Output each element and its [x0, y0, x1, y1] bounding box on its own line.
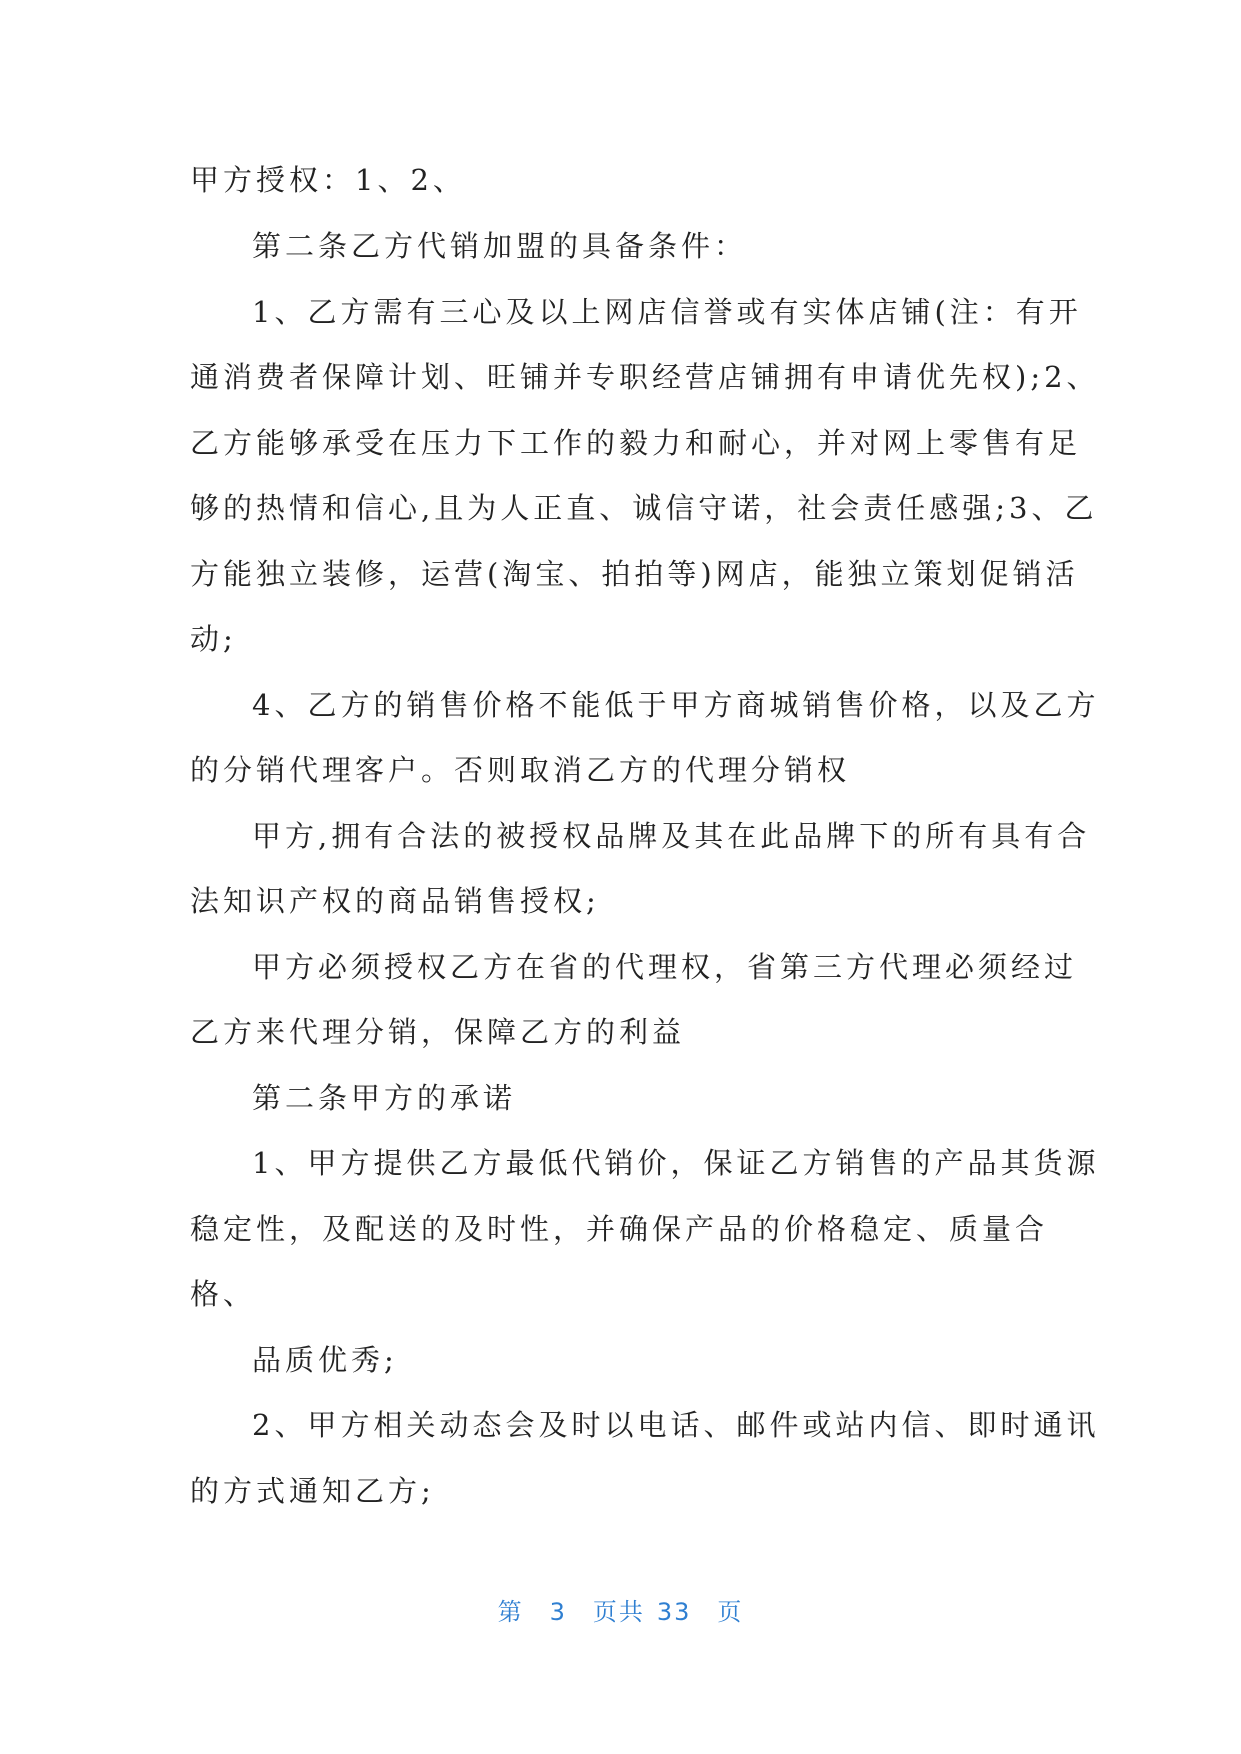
text-line: 甲方授权：1、2、 — [190, 163, 466, 197]
text-line: 法知识产权的商品销售授权; — [190, 884, 600, 918]
text-line: 1、甲方提供乙方最低代销价，保证乙方销售的产品其货源 — [252, 1146, 1100, 1180]
text-line: 的分销代理客户。否则取消乙方的代理分销权 — [190, 753, 851, 787]
footer-total-pages: 33 — [656, 1598, 692, 1626]
footer-suffix: 页 — [717, 1598, 744, 1626]
text-line: 够的热情和信心,且为人正直、诚信守诺，社会责任感强;3、乙 — [190, 491, 1098, 525]
footer-prefix: 第 — [497, 1598, 524, 1626]
text-line: 甲方,拥有合法的被授权品牌及其在此品牌下的所有具有合 — [252, 819, 1091, 853]
text-line: 的方式通知乙方; — [190, 1474, 435, 1508]
section-heading: 第二条乙方代销加盟的具备条件： — [252, 229, 748, 263]
text-line: 通消费者保障计划、旺铺并专职经营店铺拥有申请优先权);2、 — [190, 360, 1100, 394]
text-line: 1、乙方需有三心及以上网店信誉或有实体店铺(注：有开 — [252, 295, 1082, 329]
footer-current-page: 3 — [549, 1598, 567, 1626]
text-line: 2、甲方相关动态会及时以电话、邮件或站内信、即时通讯 — [252, 1408, 1100, 1442]
footer-middle: 页共 — [592, 1598, 645, 1626]
text-line: 乙方能够承受在压力下工作的毅力和耐心，并对网上零售有足 — [190, 426, 1082, 460]
text-line: 格、 — [190, 1277, 257, 1311]
text-line: 稳定性，及配送的及时性，并确保产品的价格稳定、质量合 — [190, 1212, 1049, 1246]
page-footer — [0, 1596, 1241, 1628]
text-line: 方能独立装修，运营(淘宝、拍拍等)网店，能独立策划促销活 — [190, 557, 1079, 591]
text-line: 甲方必须授权乙方在省的代理权，省第三方代理必须经过 — [252, 950, 1078, 984]
text-line: 品质优秀; — [252, 1343, 398, 1377]
text-line: 乙方来代理分销，保障乙方的利益 — [190, 1015, 686, 1049]
text-line: 动; — [190, 622, 237, 656]
section-heading: 第二条甲方的承诺 — [252, 1081, 517, 1115]
text-line: 4、乙方的销售价格不能低于甲方商城销售价格，以及乙方 — [252, 688, 1100, 722]
